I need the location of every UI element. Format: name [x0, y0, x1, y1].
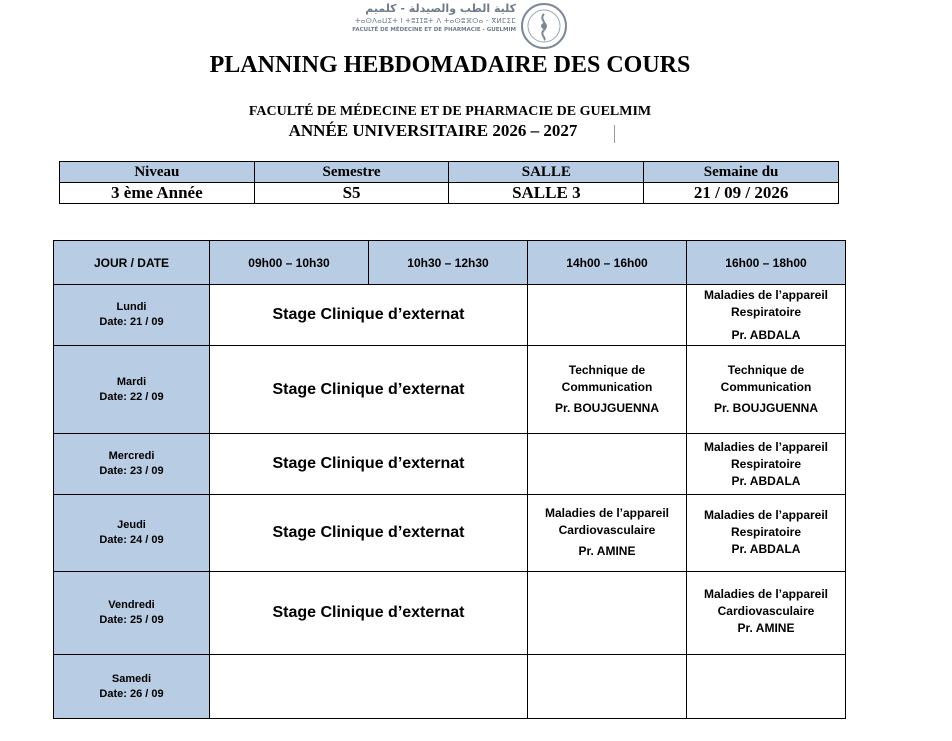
- logo-tifinagh-text: ⵜⴰⵙⴷⴰⵡⵉⵜ ⵏ ⵜⵓⵊⵊⵓⵜ ⴷ ⵜⴰⵙⵓⴼⵔⴰ - ⴳⵍⵎⵉⵎ: [355, 17, 516, 25]
- info-value-salle: SALLE 3: [449, 183, 644, 204]
- slot-3-cell: [528, 655, 687, 719]
- info-header-semestre: Semestre: [254, 162, 449, 183]
- professor-name: Pr. AMINE: [578, 544, 636, 558]
- stage-cell: Stage Clinique d’externat: [210, 285, 528, 346]
- day-row-mercredi: [54, 434, 846, 495]
- slot-3-cell: [528, 434, 687, 495]
- logo-french-text: FACULTÉ DE MÉDECINE ET DE PHARMACIE - GUELMIM: [352, 27, 516, 33]
- info-value-row: [60, 183, 839, 204]
- course-name: Maladies de l’appareil Respiratoire: [703, 508, 829, 539]
- faculty-seal-icon: [520, 2, 568, 50]
- day-row-mardi: [54, 346, 846, 434]
- day-name: Lundi: [116, 301, 147, 313]
- professor-name: Pr. AMINE: [737, 621, 795, 635]
- professor-name: Pr. BOUJGUENNA: [554, 401, 660, 415]
- day-row-vendredi: [54, 572, 846, 655]
- info-value-semestre: S5: [254, 183, 449, 204]
- day-date: Date: 21 / 09: [99, 316, 164, 328]
- info-header-semaine: Semaine du: [644, 162, 839, 183]
- header-jour-date: JOUR / DATE: [54, 241, 210, 285]
- day-date: Date: 25 / 09: [99, 614, 164, 626]
- header-slot-4: 16h00 – 18h00: [687, 241, 846, 285]
- day-cell: [54, 572, 210, 655]
- professor-name: Pr. BOUJGUENNA: [713, 401, 819, 415]
- slot-3-cell: [528, 285, 687, 346]
- info-header-row: [60, 162, 839, 183]
- slot-4-cell: [687, 285, 846, 346]
- schedule-header-row: [54, 241, 846, 285]
- day-date: Date: 22 / 09: [99, 390, 164, 403]
- day-cell: [54, 285, 210, 346]
- stage-cell: Stage Clinique d’externat: [210, 434, 528, 495]
- stage-cell: Stage Clinique d’externat: [210, 495, 528, 572]
- course-name: Technique de Communication: [720, 363, 812, 394]
- schedule-table: [53, 240, 846, 719]
- course-name: Maladies de l’appareil Cardiovasculaire: [544, 506, 670, 537]
- slot-4-cell: [687, 346, 846, 434]
- professor-name: Pr. ABDALA: [731, 542, 801, 556]
- day-name: Vendredi: [108, 599, 155, 611]
- slot-4-cell: [687, 434, 846, 495]
- header-slot-3: 14h00 – 16h00: [528, 241, 687, 285]
- day-date: Date: 26 / 09: [99, 687, 164, 700]
- info-value-niveau: 3 ème Année: [60, 183, 255, 204]
- faculty-logo: [330, 2, 570, 52]
- slot-3-cell: [528, 346, 687, 434]
- logo-arabic-text: كلية الطب والصيدلة - كلميم: [365, 2, 516, 15]
- slot-3-cell: [528, 495, 687, 572]
- info-value-semaine: 21 / 09 / 2026: [644, 183, 839, 204]
- info-header-salle: SALLE: [449, 162, 644, 183]
- course-name: Maladies de l’appareil Respiratoire: [703, 439, 829, 471]
- logo-text-block: [330, 2, 516, 35]
- day-name: Mardi: [116, 375, 147, 388]
- course-name: Maladies de l’appareil Respiratoire: [703, 287, 829, 319]
- slot-4-cell: [687, 495, 846, 572]
- page-title: PLANNING HEBDOMADAIRE DES COURS: [209, 52, 691, 78]
- day-row-lundi: [54, 285, 846, 346]
- professor-name: Pr. ABDALA: [731, 473, 801, 488]
- slot-4-cell: [687, 572, 846, 655]
- info-table: [59, 161, 839, 204]
- academic-year: ANNÉE UNIVERSITAIRE 2026 – 2027: [288, 121, 578, 140]
- slot-4-cell: [687, 655, 846, 719]
- stage-cell: Stage Clinique d’externat: [210, 346, 528, 434]
- day-date: Date: 23 / 09: [99, 465, 164, 477]
- course-name: Maladies de l’appareil Cardiovasculaire: [703, 587, 829, 618]
- day-name: Samedi: [111, 672, 152, 685]
- professor-name: Pr. ABDALA: [731, 327, 801, 342]
- day-name: Mercredi: [108, 450, 155, 462]
- day-cell: [54, 434, 210, 495]
- faculty-name: FACULTÉ DE MÉDECINE ET DE PHARMACIE DE GUELMIM: [248, 104, 652, 119]
- day-cell: [54, 655, 210, 719]
- header-slot-2: 10h30 – 12h30: [369, 241, 528, 285]
- day-cell: [54, 495, 210, 572]
- day-row-jeudi: [54, 495, 846, 572]
- day-date: Date: 24 / 09: [99, 534, 164, 546]
- day-row-samedi: [54, 655, 846, 719]
- stage-cell: [210, 655, 528, 719]
- stage-cell: Stage Clinique d’externat: [210, 572, 528, 655]
- day-name: Jeudi: [117, 519, 146, 531]
- info-header-niveau: Niveau: [60, 162, 255, 183]
- slot-3-cell: [528, 572, 687, 655]
- day-cell: [54, 346, 210, 434]
- text-cursor: [614, 125, 615, 143]
- course-name: Technique de Communication: [561, 363, 653, 394]
- header-slot-1: 09h00 – 10h30: [210, 241, 369, 285]
